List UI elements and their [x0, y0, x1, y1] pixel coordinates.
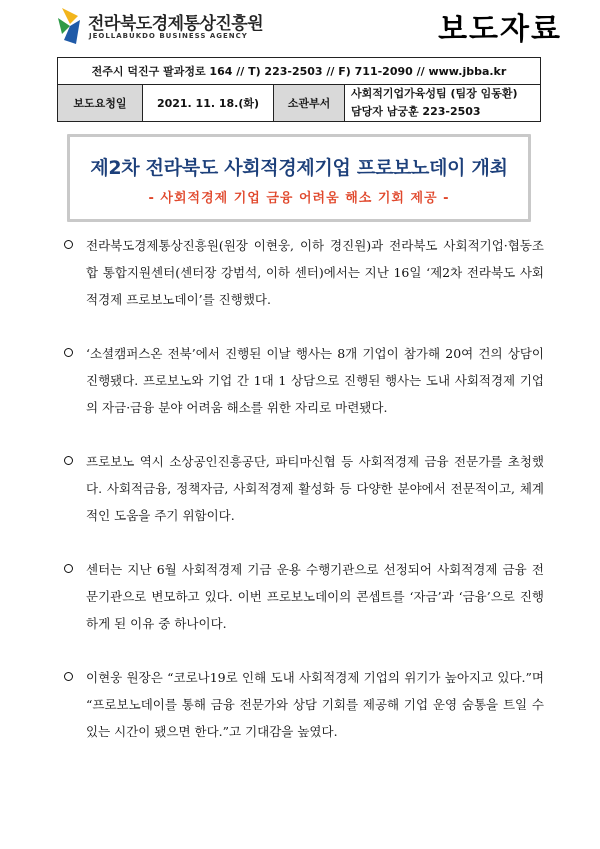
department-contact: 담당자 남궁훈 223-2503 [351, 105, 481, 118]
article-body [64, 232, 544, 772]
paragraph-text: 센터는 지난 6월 사회적경제 기금 운용 수행기관으로 선정되어 사회적경제 금융 전문기관으로 변모하고 있다. 이번 프로보노데이의 콘셉트를 ‘자금’과 ‘금융’으로 진행하게 된 이유 중 하나이다. [86, 562, 544, 631]
bullet-circle-icon [64, 672, 73, 681]
bullet-circle-icon [64, 456, 73, 465]
bullet-circle-icon [64, 240, 73, 249]
department-team: 사회적기업가육성팀 (팀장 임동환) [351, 87, 518, 100]
info-table [57, 57, 541, 122]
contact-line: 전주시 덕진구 팔과정로 164 // T) 223-2503 // F) 711-2090 // www.jbba.kr [58, 58, 541, 85]
paragraph-text: 전라북도경제통상진흥원(원장 이현웅, 이하 경진원)과 전라북도 사회적기업·협동조합 통합지원센터(센터장 강범석, 이하 센터)에서는 지난 16일 ‘제2차 전라북도 사회적경제 프로보노데이’를 진행했다. [86, 238, 544, 307]
request-date: 2021. 11. 18.(화) [143, 85, 274, 122]
request-row [58, 85, 541, 122]
paragraph [64, 556, 544, 637]
org-name-english: JEOLLABUKDO BUSINESS AGENCY [89, 32, 248, 40]
contact-row [58, 58, 541, 85]
bullet-circle-icon [64, 348, 73, 357]
paragraph [64, 232, 544, 313]
department-info [345, 85, 541, 122]
org-name: 전라북도경제통상진흥원 [88, 14, 264, 34]
bullet-circle-icon [64, 564, 73, 573]
paragraph [64, 340, 544, 421]
main-headline: 제2차 전라북도 사회적경제기업 프로보노데이 개최 [90, 157, 508, 179]
paragraph [64, 448, 544, 529]
paragraph-text: ‘소셜캠퍼스온 전북’에서 진행된 이날 행사는 8개 기업이 참가해 20여 건의 상담이 진행됐다. 프로보노와 기업 간 1대 1 상담으로 진행된 행사는 도내 사회적경제 기업의 자금·금융 분야 어려움 해소를 위한 자리로 마련됐다. [86, 346, 544, 415]
sub-headline: - 사회적경제 기업 금융 어려움 해소 기회 제공 - [148, 191, 450, 206]
header [52, 0, 562, 56]
agency-logo-icon [56, 6, 82, 46]
department-label: 소관부서 [274, 85, 345, 122]
paragraph-text: 이현웅 원장은 “코로나19로 인해 도내 사회적경제 기업의 위기가 높아지고 있다.”며 “프로보노데이를 통해 금융 전문가와 상담 기회를 제공해 기업 운영 숨통을 트일 수 있는 시간이 됐으면 한다.”고 기대감을 높였다. [86, 670, 544, 739]
request-date-label: 보도요청일 [58, 85, 143, 122]
title-box [67, 134, 531, 222]
paragraph-text: 프로보노 역시 소상공인진흥공단, 파티마신협 등 사회적경제 금융 전문가를 초청했다. 사회적금융, 정책자금, 사회적경제 활성화 등 다양한 분야에서 전문적이고, 체계적인 도움을 주기 위함이다. [86, 454, 544, 523]
document-type-title: 보도자료 [438, 12, 562, 47]
paragraph [64, 664, 544, 745]
